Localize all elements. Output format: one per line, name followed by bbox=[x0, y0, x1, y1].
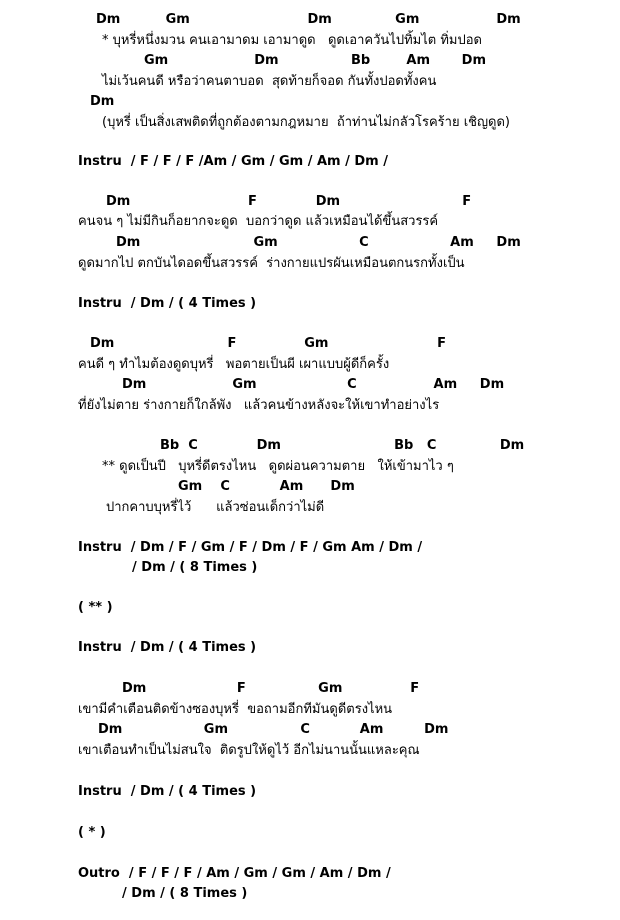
chord-line: Dm Gm C Am Dm bbox=[116, 235, 521, 250]
lyric-line: ปากคาบบุหรี่ไว้ แล้วซ่อนเด็กว่าไม่ดี bbox=[106, 500, 325, 515]
instrumental-line: Instru / Dm / ( 4 Times ) bbox=[78, 784, 257, 799]
instrumental-line: / Dm / ( 8 Times ) bbox=[132, 560, 258, 575]
chord-line: Dm Gm C Am Dm bbox=[98, 722, 449, 737]
chord-line: Dm Gm C Am Dm bbox=[122, 377, 505, 392]
lyric-line: คนจน ๆ ไม่มีกินก็อยากจะดูด บอกว่าดูด แล้วเหมือนได้ขึ้นสวรรค์ bbox=[78, 214, 439, 229]
chord-line: Dm F Gm F bbox=[90, 336, 446, 351]
lyric-line: (บุหรี่ เป็นสิ่งเสพติดที่ถูกต้องตามกฎหมาย ถ้าท่านไม่กลัวโรคร้าย เชิญดูด) bbox=[102, 115, 511, 130]
chord-line: Dm F Dm F bbox=[106, 194, 472, 209]
instrumental-line: Instru / Dm / ( 4 Times ) bbox=[78, 640, 257, 655]
instrumental-line: Instru / F / F / F /Am / Gm / Gm / Am / Dm / bbox=[78, 154, 389, 169]
outro-line: / Dm / ( 8 Times ) bbox=[122, 886, 248, 901]
lyric-line: คนดี ๆ ทำไมต้องดูดบุหรี่ พอตายเป็นผี เผาแบบผู้ดีก็ครั้ง bbox=[78, 357, 390, 372]
lyric-line: เขามีคำเตือนติดข้างซองบุหรี่ ขอถามอีกทีมันดูดีตรงไหน bbox=[78, 702, 393, 717]
section-marker: ( ** ) bbox=[78, 600, 113, 615]
lyric-line: ** ดูดเป็นปี บุหรี่ดีตรงไหน ดูดผ่อนความตาย ให้เข้ามาไว ๆ bbox=[102, 459, 454, 474]
lyric-line: ไม่เว้นคนดี หรือว่าคนตาบอด สุดท้ายก็จอด กันทั้งปอดทั้งคน bbox=[102, 74, 437, 89]
instrumental-line: Instru / Dm / F / Gm / F / Dm / F / Gm Am / Dm / bbox=[78, 540, 423, 555]
lyric-line: * บุหรี่หนึ่งมวน คนเอามาดม เอามาดูด ดูดเอาควันไปทิ้มไต ทิ่มปอด bbox=[102, 33, 482, 48]
lyric-line: ดูดมากไป ตกบันไดอดขึ้นสวรรค์ ร่างกายแปรผันเหมือนตกนรกทั้งเป็น bbox=[78, 256, 465, 271]
chord-line: Dm F Gm F bbox=[122, 681, 420, 696]
chord-line: Bb C Dm Bb C Dm bbox=[160, 438, 525, 453]
chord-line: Gm C Am Dm bbox=[178, 479, 355, 494]
instrumental-line: Instru / Dm / ( 4 Times ) bbox=[78, 296, 257, 311]
chord-line: Gm Dm Bb Am Dm bbox=[144, 53, 487, 68]
section-marker: ( * ) bbox=[78, 825, 106, 840]
lyric-line: เขาเตือนทำเป็นไม่สนใจ ติดรูปให้ดูไว้ อีกไม่นานนั้นแหละคุณ bbox=[78, 743, 420, 758]
chord-line: Dm Gm Dm Gm Dm bbox=[96, 12, 521, 27]
outro-line: Outro / F / F / F / Am / Gm / Gm / Am / Dm / bbox=[78, 866, 391, 881]
lyric-line: ที่ยังไม่ตาย ร่างกายก็ใกล้พัง แล้วคนข้างหลังจะให้เขาทำอย่างไร bbox=[78, 398, 440, 413]
chord-line: Dm bbox=[90, 94, 115, 109]
